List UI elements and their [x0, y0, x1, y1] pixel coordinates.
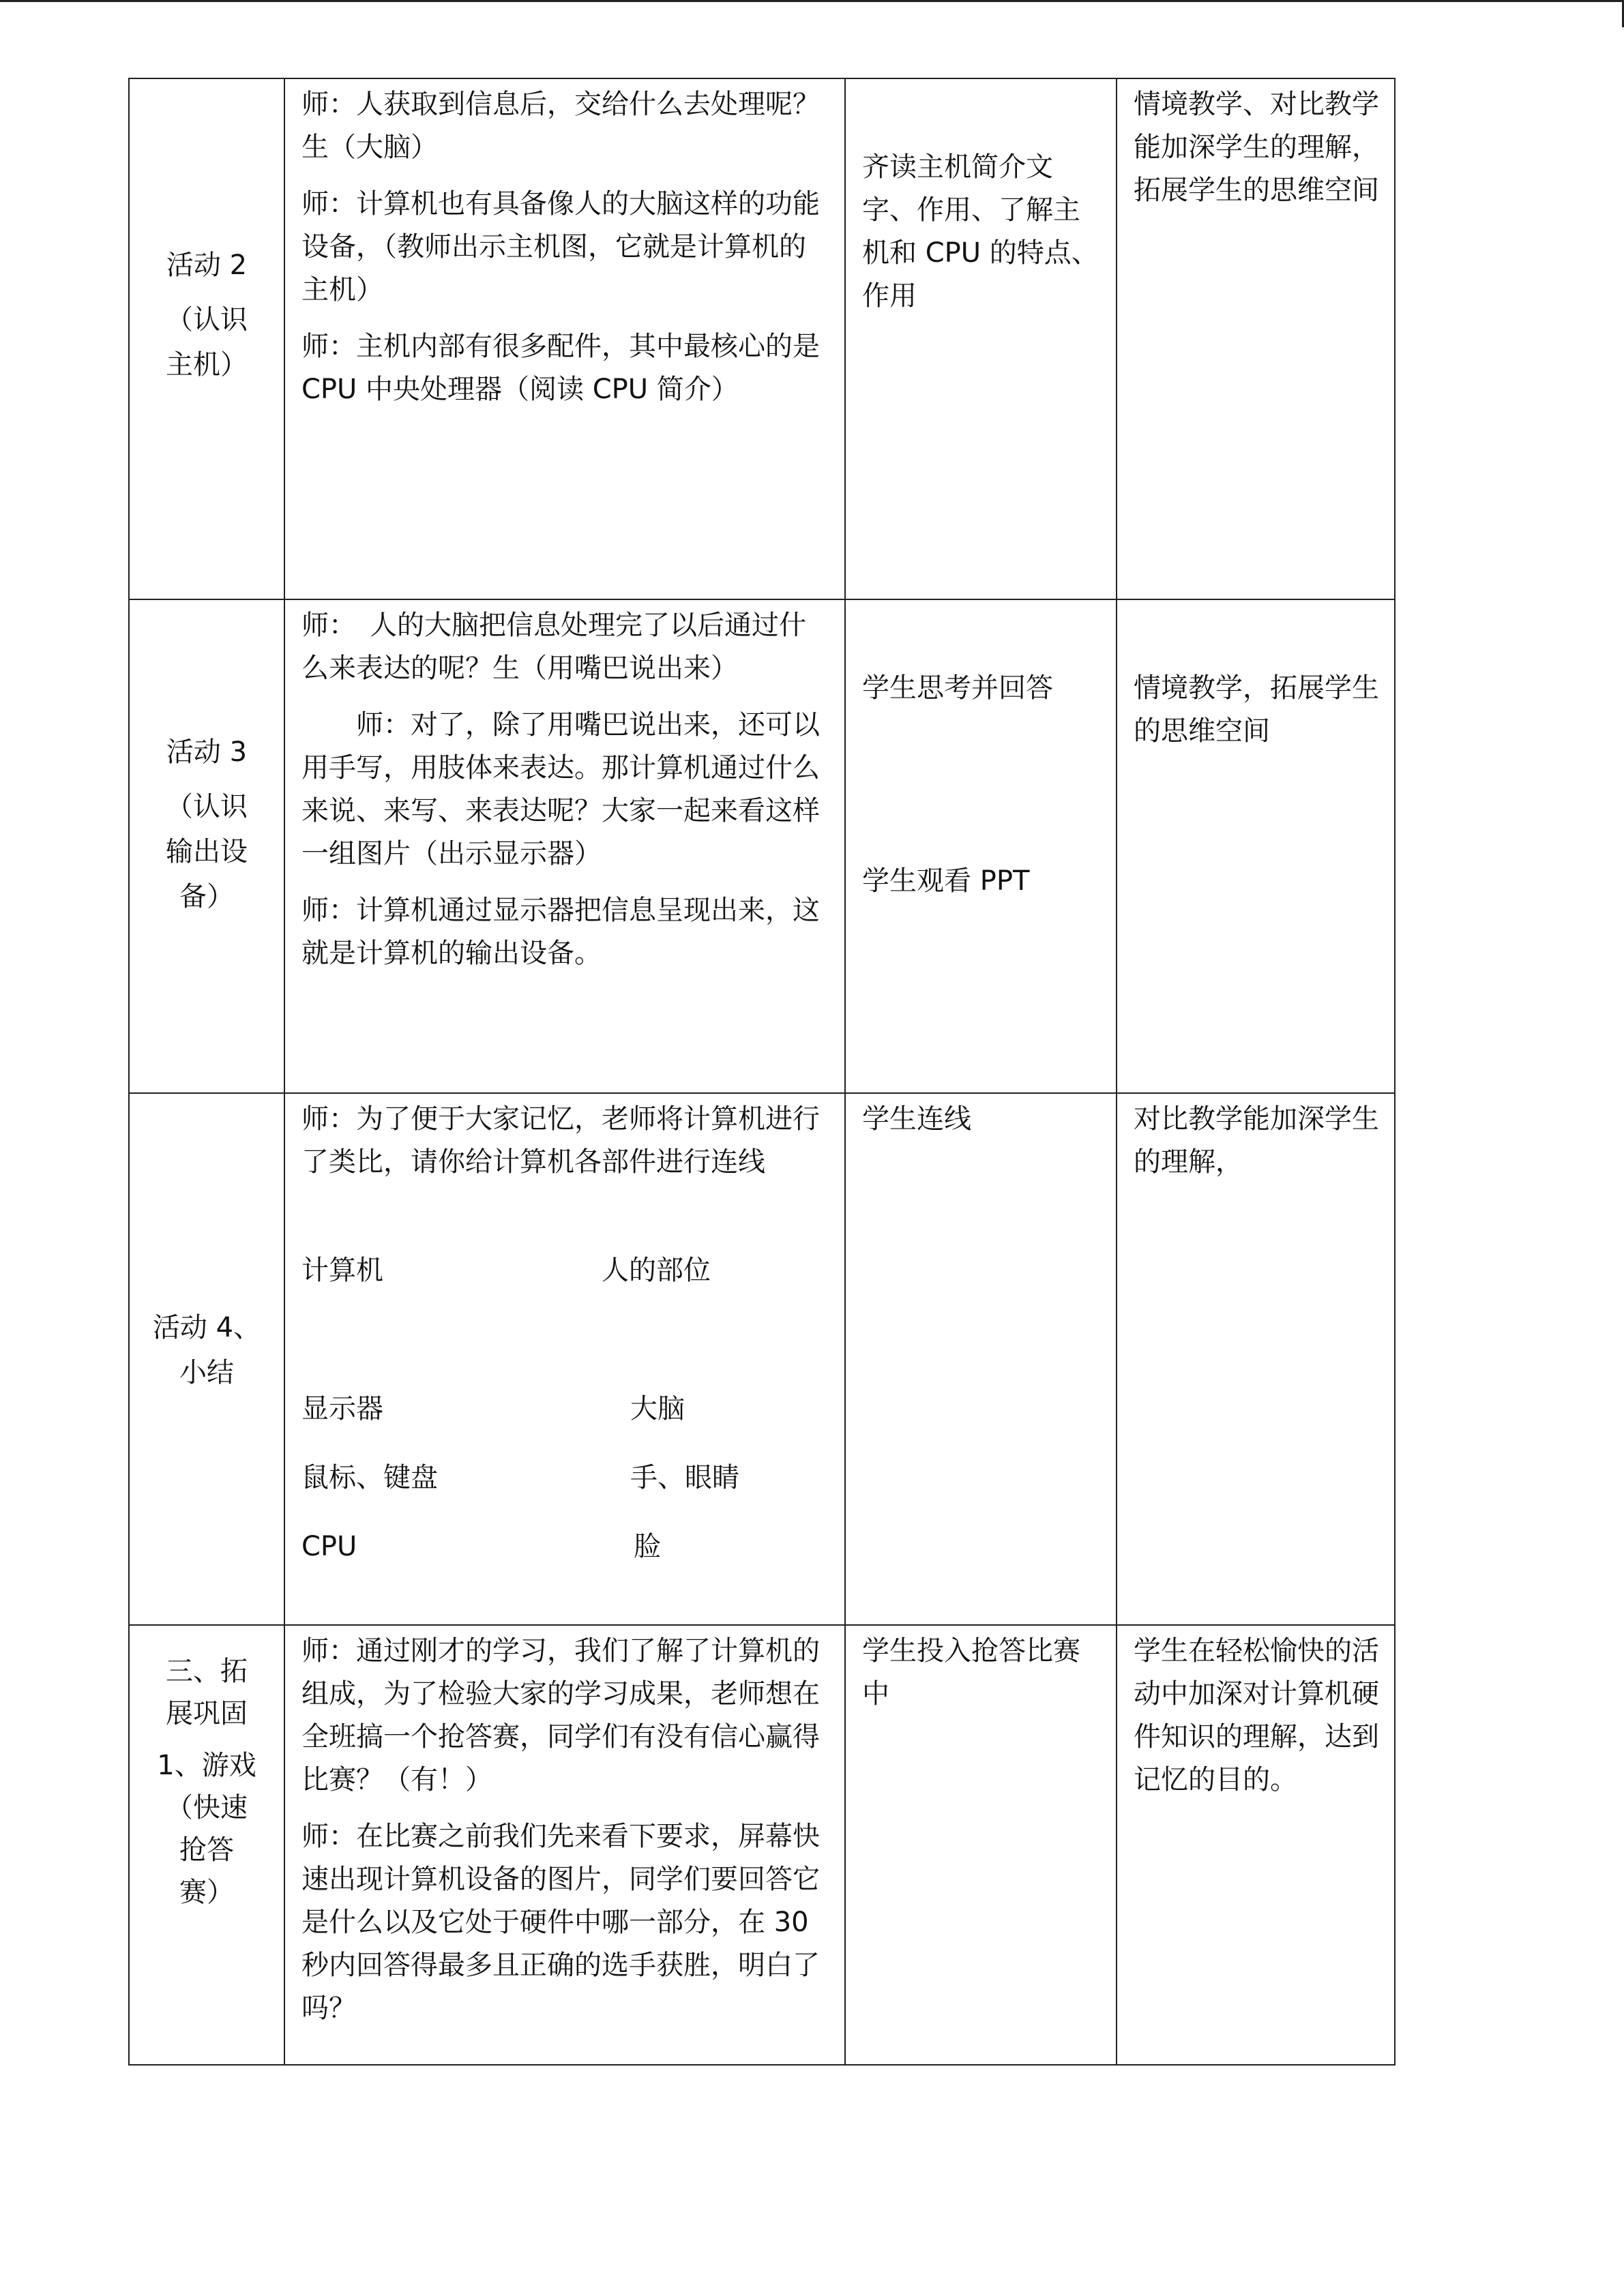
activity-label-line: 活动 3 [166, 736, 248, 768]
page-top-rule [0, 0, 1624, 2]
student-activity-cell [845, 1093, 1117, 1625]
match-pair [301, 1457, 832, 1500]
activity-label-cell [129, 78, 284, 599]
teacher-paragraph: 师：主机内部有很多配件，其中最核心的是 CPU 中央处理器（阅读 CPU 简介） [301, 331, 820, 405]
design-intent-cell [1117, 599, 1395, 1093]
activity-label-cell [129, 1625, 284, 2065]
student-paragraph: 学生投入抢答比赛中 [862, 1635, 1080, 1710]
student-activity-cell [845, 599, 1117, 1093]
lesson-plan-table [128, 78, 1396, 2066]
student-activity-cell [845, 78, 1117, 599]
table-row-activity-3 [129, 599, 1395, 1093]
activity-label-line: 小结 [179, 1357, 234, 1388]
table-row-extension [129, 1625, 1395, 2065]
student-activity-cell [845, 1625, 1117, 2065]
activity-label-line: 展巩固 [166, 1698, 248, 1729]
teacher-paragraph: 师：对了，除了用嘴巴说出来，还可以用手写，用肢体来表达。那计算机通过什么来说、来写、来表达呢？大家一起来看这样一组图片（出示显示器） [301, 709, 820, 869]
table-row-activity-2 [129, 78, 1395, 599]
design-intent-text: 对比教学能加深学生的理解， [1134, 1103, 1379, 1178]
match-computer-part: 鼠标、键盘 [301, 1462, 438, 1493]
activity-label-line: 抢答 [179, 1834, 234, 1866]
teacher-paragraph: 师：通过刚才的学习，我们了解了计算机的组成，为了检验大家的学习成果，老师想在全班搞一个抢答赛，同学们有没有信心赢得比赛？（有！） [301, 1635, 820, 1795]
design-intent-text: 情境教学、对比教学能加深学生的理解，拓展学生的思维空间 [1134, 89, 1379, 206]
activity-label-line: 输出设 [166, 836, 248, 867]
student-paragraph: 学生连线 [862, 1103, 971, 1135]
match-human-part: 脸 [634, 1531, 661, 1562]
activity-label-line: （认识 [166, 304, 248, 336]
match-computer-part: 显示器 [301, 1393, 383, 1425]
activity-label-line: 活动 2 [166, 250, 248, 281]
activity-label-line: 活动 4、 [152, 1312, 261, 1343]
design-intent-cell [1117, 78, 1395, 599]
match-human-part: 大脑 [630, 1393, 685, 1425]
teacher-paragraph: 师：为了便于大家记忆，老师将计算机进行了类比，请你给计算机各部件进行连线 [301, 1103, 820, 1178]
table-row-activity-4 [129, 1093, 1395, 1625]
design-intent-text: 学生在轻松愉快的活动中加深对计算机硬件知识的理解，达到记忆的目的。 [1134, 1635, 1379, 1795]
activity-label-cell [129, 1093, 284, 1625]
activity-label-cell [129, 599, 284, 1093]
match-pair [301, 1388, 832, 1431]
teacher-activity-cell [284, 1093, 845, 1625]
student-paragraph: 学生思考并回答 [862, 672, 1053, 704]
teacher-paragraph: 师：在比赛之前我们先来看下要求，屏幕快速出现计算机设备的图片，同学们要回答它是什么以及它处于硬件中哪一部分，在 30 秒内回答得最多且正确的选手获胜，明白了吗？ [301, 1821, 820, 2024]
activity-label-line: 主机） [166, 349, 248, 381]
activity-label-line: （快速 [166, 1792, 248, 1823]
match-right-header: 人的部位 [602, 1255, 711, 1286]
teacher-paragraph: 师： 人的大脑把信息处理完了以后通过什么来表达的呢？生（用嘴巴说出来） [301, 610, 806, 684]
match-computer-part: CPU [301, 1531, 357, 1562]
match-pair [301, 1525, 832, 1568]
design-intent-cell [1117, 1625, 1395, 2065]
student-paragraph: 齐读主机简介文字、作用、了解主机和 CPU 的特点、作用 [862, 151, 1099, 312]
teacher-paragraph: 师：人获取到信息后，交给什么去处理呢？生（大脑） [301, 89, 820, 163]
teacher-paragraph: 师：计算机也有具备像人的大脑这样的功能设备，（教师出示主机图，它就是计算机的主机） [301, 188, 820, 305]
activity-label-line: 备） [179, 881, 234, 912]
match-left-header: 计算机 [301, 1255, 383, 1286]
match-human-part: 手、眼睛 [630, 1462, 739, 1493]
activity-label-line: 三、拓 [166, 1656, 248, 1687]
student-paragraph: 学生观看 PPT [862, 865, 1030, 897]
activity-label-line: （认识 [166, 791, 248, 822]
activity-label-line: 赛） [179, 1877, 234, 1908]
teacher-activity-cell [284, 599, 845, 1093]
design-intent-text: 情境教学，拓展学生的思维空间 [1134, 672, 1379, 747]
activity-label-line: 1、游戏 [157, 1750, 256, 1781]
teacher-activity-cell [284, 1625, 845, 2065]
match-header [301, 1249, 832, 1292]
teacher-paragraph: 师：计算机通过显示器把信息呈现出来，这就是计算机的输出设备。 [301, 895, 820, 969]
design-intent-cell [1117, 1093, 1395, 1625]
teacher-activity-cell [284, 78, 845, 599]
